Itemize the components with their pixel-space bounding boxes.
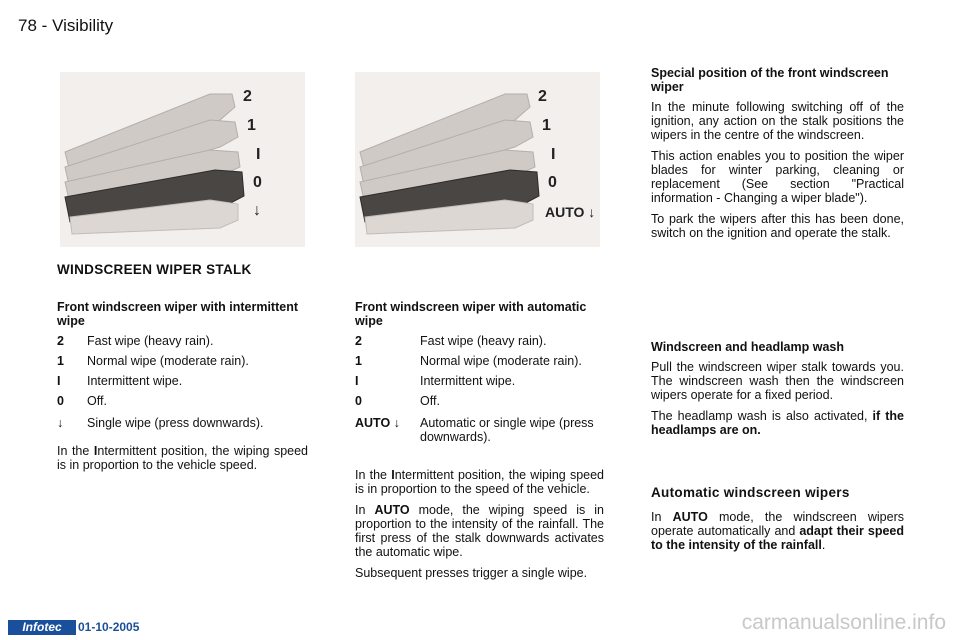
stalk-position-auto: AUTO ↓ xyxy=(545,204,596,220)
list-item xyxy=(57,334,308,348)
text-run: mode, the wiping speed is in proportion to the intensity of the rainfall. The first press of the stalk downwards activates the automatic wipe. xyxy=(355,503,604,559)
stalk-position-0: 0 xyxy=(548,174,557,191)
item-desc: Normal wipe (moderate rain). xyxy=(87,354,249,368)
stalk-position-1: 1 xyxy=(542,117,551,134)
text-run-bold: AUTO xyxy=(672,510,708,524)
wiper-stalk-illustration-left xyxy=(60,72,305,247)
stalk-drawing-right xyxy=(355,72,600,247)
col1-paragraph xyxy=(57,444,308,472)
stalk-position-single-wipe: ↓ xyxy=(253,202,261,219)
special-position-heading: Special position of the front windscreen wiper xyxy=(651,66,889,94)
item-key: 2 xyxy=(57,334,64,348)
column-intermittent-wipe xyxy=(57,300,308,479)
text-run: mode, the windscreen wipers operate automatically and xyxy=(651,510,904,538)
special-paragraph-3: To park the wipers after this has been done, switch on the ignition and operate the stalk. xyxy=(651,212,904,240)
column-automatic-wipe xyxy=(355,300,604,587)
item-desc: Automatic or single wipe (press downwards). xyxy=(420,416,594,444)
list-item xyxy=(355,394,604,408)
col2-heading: Front windscreen wiper with automatic wipe xyxy=(355,300,587,328)
item-desc: Intermittent wipe. xyxy=(420,374,516,388)
text-run: In xyxy=(651,510,673,524)
item-key: 1 xyxy=(57,354,64,368)
wash-paragraph-1: Pull the windscreen wiper stalk towards you. The windscreen wash then the windscreen wipers operate for a fixed period. xyxy=(651,360,904,402)
column-right xyxy=(651,66,904,247)
item-key: I xyxy=(57,374,61,388)
wiper-stalk-illustration-right xyxy=(355,72,600,247)
text-run: ntermittent position, the wiping speed is in proportion to the vehicle speed. xyxy=(57,444,309,472)
text-run: In xyxy=(355,503,375,517)
list-item xyxy=(355,416,604,444)
text-run-bold: if the headlamps are on. xyxy=(651,409,905,437)
text-run: In the xyxy=(355,468,392,482)
text-run-bold: I xyxy=(93,444,98,458)
special-paragraph-2: This action enables you to position the wiper blades for winter parking, cleaning or replacement (See section "Practical information - Changing a wiper blade"). xyxy=(651,149,904,205)
col2-paragraph-3: Subsequent presses trigger a single wipe. xyxy=(355,566,588,580)
page-header xyxy=(18,16,113,36)
text-run-bold: AUTO xyxy=(374,503,410,517)
list-item xyxy=(57,416,308,430)
item-desc: Fast wipe (heavy rain). xyxy=(420,334,547,348)
list-item xyxy=(57,374,308,388)
stalk-position-intermittent: I xyxy=(551,146,556,163)
down-arrow-icon: ↓ xyxy=(57,416,64,430)
auto-paragraph xyxy=(651,510,904,552)
text-run-bold: I xyxy=(391,468,395,482)
item-key: 2 xyxy=(355,334,362,348)
text-run-bold: adapt their speed to the intensity of the rainfall xyxy=(651,524,904,552)
item-key: I xyxy=(355,374,359,388)
section-name: Visibility xyxy=(52,16,114,35)
item-key: 1 xyxy=(355,354,362,368)
item-desc: Off. xyxy=(87,394,107,408)
list-item xyxy=(57,394,308,408)
col2-paragraph-2 xyxy=(355,503,604,559)
item-desc: Normal wipe (moderate rain). xyxy=(420,354,582,368)
stalk-drawing-left xyxy=(60,72,305,247)
stalk-position-2: 2 xyxy=(538,88,547,105)
infotec-logo: Infotec xyxy=(8,620,76,635)
header-separator: - xyxy=(41,16,48,35)
stalk-position-intermittent: I xyxy=(256,146,261,163)
page-number: 78 xyxy=(18,16,37,35)
special-paragraph-1: In the minute following switching off of the ignition, any action on the stalk positions the wipers in the centre of the windscreen. xyxy=(651,100,904,142)
stalk-position-2: 2 xyxy=(243,88,252,105)
list-item xyxy=(355,354,604,368)
column-right-wash xyxy=(651,340,904,444)
item-desc: Fast wipe (heavy rain). xyxy=(87,334,214,348)
item-key: 0 xyxy=(57,394,64,408)
watermark: carmanualsonline.info xyxy=(741,611,946,634)
list-item xyxy=(355,334,604,348)
column-right-auto xyxy=(651,486,904,559)
text-run: ntermittent position, the wiping speed is in proportion to the speed of the vehicle. xyxy=(355,468,605,496)
wash-heading: Windscreen and headlamp wash xyxy=(651,340,844,354)
list-item xyxy=(355,374,604,388)
footer-date: 01-10-2005 xyxy=(78,620,140,634)
col2-paragraph-1 xyxy=(355,468,604,496)
item-desc: Off. xyxy=(420,394,440,408)
auto-wipers-heading: Automatic windscreen wipers xyxy=(651,485,850,500)
stalk-position-1: 1 xyxy=(247,117,256,134)
stalk-position-0: 0 xyxy=(253,174,262,191)
section-title: WINDSCREEN WIPER STALK xyxy=(57,262,252,277)
wash-paragraph-2 xyxy=(651,409,904,437)
col1-heading: Front windscreen wiper with intermittent wipe xyxy=(57,300,298,328)
text-run: . xyxy=(821,538,826,552)
item-desc: Single wipe (press downwards). xyxy=(87,416,264,430)
item-desc: Intermittent wipe. xyxy=(87,374,183,388)
auto-key: AUTO ↓ xyxy=(355,416,400,430)
text-run: In the xyxy=(57,444,94,458)
text-run: The headlamp wash is also activated, xyxy=(651,409,873,423)
list-item xyxy=(57,354,308,368)
item-key: 0 xyxy=(355,394,362,408)
